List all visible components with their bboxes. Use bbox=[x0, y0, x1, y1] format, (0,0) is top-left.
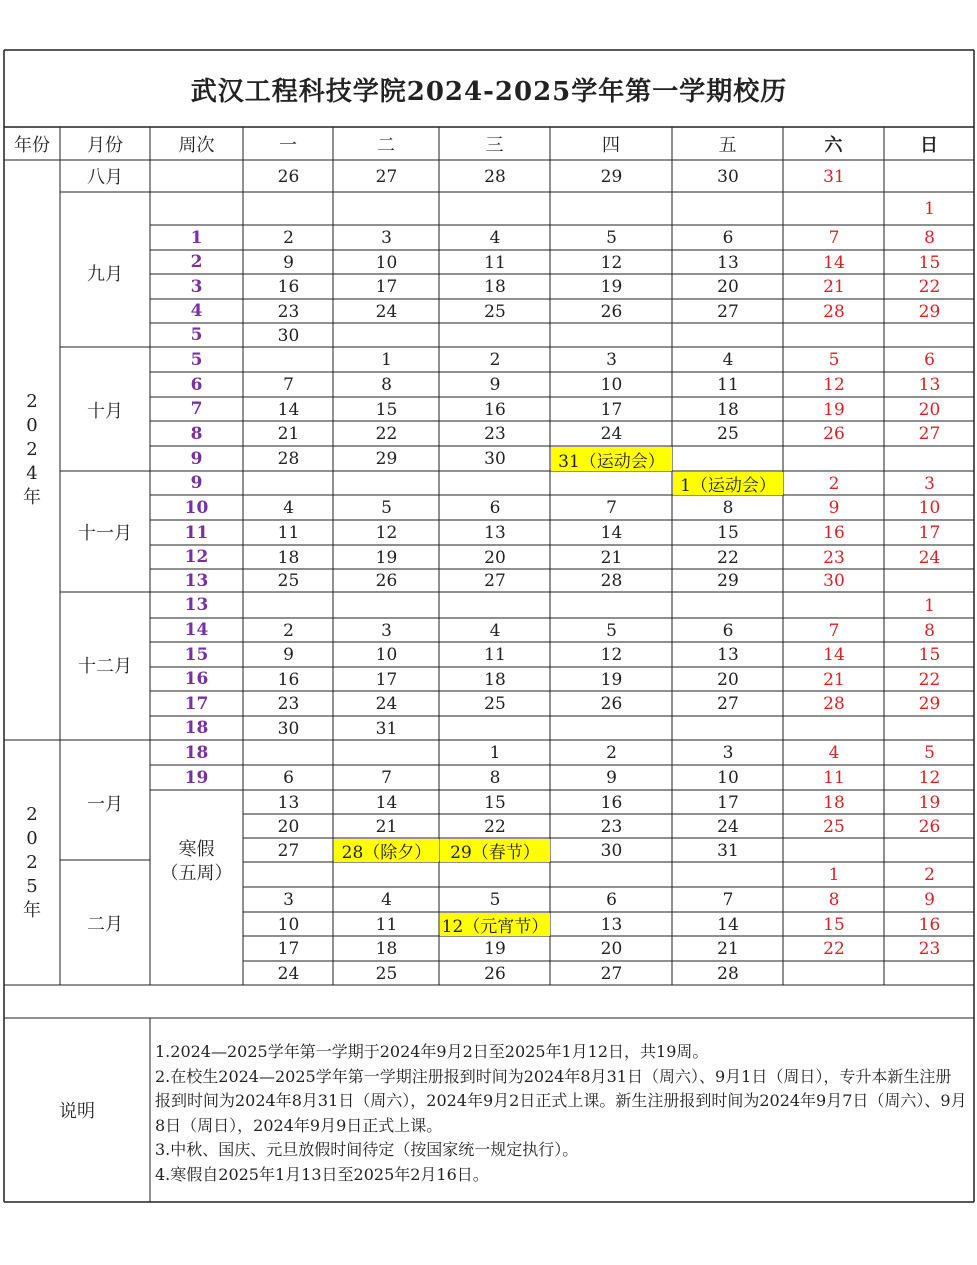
month-sep: 九月 bbox=[87, 264, 123, 285]
day-cell: 7 bbox=[606, 498, 617, 518]
day-cell: 20 bbox=[484, 547, 506, 568]
month-nov: 十一月 bbox=[78, 522, 132, 544]
day-cell: 19 bbox=[600, 277, 623, 297]
day-cell: 26 bbox=[484, 963, 506, 984]
day-cell: 5 bbox=[924, 743, 935, 763]
day-cell: 8 bbox=[381, 375, 392, 395]
day-cell: 9 bbox=[606, 768, 617, 788]
day-cell: 27 bbox=[717, 301, 739, 322]
day-cell: 28 bbox=[277, 449, 300, 469]
day-cell: 17 bbox=[375, 277, 398, 297]
day-cell: 6 bbox=[606, 890, 617, 910]
day-cell: 4 bbox=[381, 890, 392, 910]
day-cell: 23 bbox=[484, 424, 506, 444]
note-1: 1.2024—2025学年第一学期于2024年9月2日至2025年1月12日，共19周。 bbox=[155, 1042, 709, 1061]
header-1: 年份 bbox=[14, 134, 50, 156]
day-cell: 27 bbox=[717, 694, 739, 714]
week-number: 14 bbox=[184, 620, 209, 640]
day-cell: 14 bbox=[717, 914, 739, 935]
day-cell: 1 bbox=[489, 743, 501, 763]
day-cell: 17 bbox=[600, 399, 623, 420]
day-cell: 29 bbox=[717, 571, 739, 591]
day-cell: 22 bbox=[375, 424, 398, 444]
week-number: 10 bbox=[184, 497, 209, 518]
year-char: 2 bbox=[26, 851, 38, 873]
day-cell: 16 bbox=[600, 792, 623, 813]
day-cell: 24 bbox=[918, 547, 941, 568]
day-cell: 7 bbox=[722, 890, 734, 910]
day-cell: 25 bbox=[484, 694, 506, 714]
day-cell: 10 bbox=[918, 498, 941, 518]
note-4: 4.寒假自2025年1月13日至2025年2月16日。 bbox=[155, 1164, 489, 1184]
day-cell: 1 bbox=[381, 350, 392, 370]
week-number: 4 bbox=[190, 301, 203, 321]
day-cell: 25 bbox=[375, 963, 398, 984]
month-oct: 十月 bbox=[87, 401, 123, 422]
day-cell: 29 bbox=[918, 301, 941, 322]
day-cell: 15 bbox=[918, 645, 941, 665]
year-char: 4 bbox=[26, 463, 38, 484]
year-char: 0 bbox=[26, 415, 38, 436]
day-cell: 15 bbox=[823, 914, 845, 935]
day-cell: 18 bbox=[823, 792, 845, 813]
header-9: 六 bbox=[824, 134, 843, 156]
day-cell: 31 bbox=[717, 840, 739, 861]
week-number: 8 bbox=[190, 423, 203, 444]
winter-break-label bbox=[150, 790, 243, 985]
day-cell: 11 bbox=[484, 645, 506, 665]
day-cell: 9 bbox=[283, 252, 294, 273]
week-number: 15 bbox=[184, 644, 209, 665]
week-number: 16 bbox=[184, 669, 209, 689]
day-cell: 24 bbox=[600, 424, 623, 444]
week-number: 3 bbox=[190, 276, 203, 297]
week-number: 18 bbox=[184, 718, 209, 738]
day-cell: 29 bbox=[375, 449, 398, 469]
day-cell: 31（运动会） bbox=[551, 447, 672, 471]
day-cell: 18 bbox=[484, 277, 506, 297]
day-cell: 31 bbox=[823, 166, 845, 187]
day-cell: 30 bbox=[600, 840, 623, 861]
notes-label: 说明 bbox=[59, 1101, 95, 1122]
day-cell: 15 bbox=[717, 523, 739, 543]
day-cell: 19 bbox=[600, 669, 623, 690]
day-cell: 26 bbox=[918, 816, 941, 837]
day-cell: 8 bbox=[828, 890, 840, 910]
day-cell: 7 bbox=[828, 228, 840, 248]
day-cell: 24 bbox=[717, 816, 739, 837]
day-cell: 20 bbox=[717, 669, 739, 690]
week-number: 17 bbox=[184, 693, 209, 714]
day-cell: 4 bbox=[489, 620, 501, 641]
header-5: 二 bbox=[377, 134, 395, 156]
day-cell: 27 bbox=[375, 166, 398, 187]
day-cell: 21 bbox=[717, 939, 739, 959]
day-cell: 18 bbox=[717, 399, 739, 420]
year-char: 2 bbox=[26, 391, 38, 412]
day-cell: 30 bbox=[277, 718, 300, 739]
day-cell: 19 bbox=[375, 547, 398, 568]
year-char: 年 bbox=[23, 487, 41, 508]
day-cell: 5 bbox=[606, 228, 617, 248]
day-cell: 9 bbox=[283, 645, 294, 665]
day-cell: 3 bbox=[924, 473, 935, 494]
day-cell: 16 bbox=[277, 277, 300, 297]
day-cell: 3 bbox=[722, 743, 734, 763]
day-cell: 27 bbox=[918, 424, 941, 444]
day-cell: 14 bbox=[823, 252, 845, 273]
day-cell: 23 bbox=[277, 301, 300, 322]
day-cell: 6 bbox=[283, 768, 294, 788]
day-cell: 2 bbox=[489, 350, 501, 370]
day-cell: 28 bbox=[717, 963, 739, 984]
day-cell: 25 bbox=[277, 571, 300, 591]
day-cell: 22 bbox=[484, 816, 506, 837]
day-cell: 8 bbox=[924, 620, 935, 641]
day-cell: 28 bbox=[823, 301, 845, 322]
day-cell: 7 bbox=[283, 375, 294, 395]
day-cell: 6 bbox=[722, 228, 734, 248]
day-cell: 28 bbox=[484, 166, 506, 187]
day-cell: 7 bbox=[828, 620, 840, 641]
day-cell: 18 bbox=[277, 547, 300, 568]
day-cell: 3 bbox=[606, 350, 617, 370]
day-cell: 1 bbox=[924, 199, 935, 219]
day-cell: 24 bbox=[375, 301, 398, 322]
day-cell: 5 bbox=[381, 498, 392, 518]
day-cell: 24 bbox=[375, 694, 398, 714]
day-cell: 15 bbox=[918, 252, 941, 273]
day-cell: 20 bbox=[600, 939, 623, 959]
day-cell: 8 bbox=[924, 228, 935, 248]
month-dec: 十二月 bbox=[78, 656, 132, 677]
week-number: 5 bbox=[190, 325, 203, 345]
day-cell: 16 bbox=[823, 523, 845, 543]
day-cell: 30 bbox=[277, 325, 300, 346]
day-cell: 16 bbox=[277, 669, 300, 690]
day-cell: 19 bbox=[918, 792, 941, 813]
day-cell: 26 bbox=[600, 301, 623, 322]
header-4: 一 bbox=[279, 134, 297, 156]
winter-break-duration: （五周） bbox=[160, 863, 233, 884]
day-cell: 17 bbox=[375, 669, 398, 690]
year-char: 0 bbox=[26, 827, 38, 849]
week-number: 13 bbox=[184, 595, 209, 615]
day-cell: 8 bbox=[722, 498, 734, 518]
day-cell: 12 bbox=[375, 523, 398, 543]
day-cell: 13 bbox=[717, 645, 739, 665]
week-number: 1 bbox=[190, 227, 203, 248]
day-cell: 2 bbox=[283, 228, 294, 248]
day-cell: 5 bbox=[606, 620, 617, 641]
week-number: 11 bbox=[184, 522, 209, 543]
day-cell: 29 bbox=[918, 694, 941, 714]
note-2: 2.在校生2024—2025学年第一学期注册报到时间为2024年8月31日（周六）、9月1日（周日），专升本新生注册报到时间为2024年8月31日（周六），2024年9月2日正式上课。新生注册报到时间为2024年9月7日（周六）、9月8日（周日），2024年9月9日正式上课。 bbox=[155, 1066, 967, 1135]
day-cell: 6 bbox=[924, 350, 935, 370]
day-cell: 11 bbox=[717, 375, 739, 395]
day-cell: 30 bbox=[823, 571, 845, 591]
day-cell: 26 bbox=[277, 166, 300, 187]
day-cell: 26 bbox=[375, 571, 398, 591]
day-cell: 13 bbox=[717, 252, 739, 273]
month-feb: 二月 bbox=[87, 913, 123, 935]
day-cell: 9 bbox=[489, 375, 501, 395]
day-cell: 24 bbox=[277, 963, 300, 984]
day-cell: 20 bbox=[918, 399, 941, 420]
day-cell: 22 bbox=[918, 669, 941, 690]
year-char: 2 bbox=[26, 803, 38, 825]
day-cell: 17 bbox=[717, 792, 739, 813]
day-cell: 21 bbox=[600, 547, 623, 568]
day-cell: 23 bbox=[600, 816, 623, 837]
day-cell: 3 bbox=[381, 228, 392, 248]
day-cell: 3 bbox=[283, 890, 294, 910]
day-cell: 4 bbox=[489, 228, 501, 248]
year-char: 年 bbox=[23, 899, 41, 921]
year-2025 bbox=[4, 740, 60, 985]
week-number: 9 bbox=[190, 448, 203, 469]
day-cell: 12 bbox=[600, 645, 623, 665]
day-cell: 12 bbox=[823, 375, 845, 395]
day-cell: 9 bbox=[828, 498, 840, 518]
day-cell: 28 bbox=[823, 694, 845, 714]
day-cell: 11 bbox=[375, 914, 398, 935]
day-cell: 28（除夕） bbox=[334, 839, 439, 862]
day-cell: 8 bbox=[489, 768, 501, 788]
day-cell: 29 bbox=[600, 166, 623, 187]
year-char: 5 bbox=[26, 875, 38, 897]
day-cell: 5 bbox=[489, 890, 501, 910]
day-cell: 21 bbox=[277, 424, 300, 444]
week-number: 5 bbox=[190, 349, 203, 370]
header-10: 日 bbox=[920, 134, 938, 156]
day-cell: 5 bbox=[828, 350, 840, 370]
day-cell: 1 bbox=[828, 865, 840, 885]
day-cell: 13 bbox=[277, 792, 300, 813]
week-number: 2 bbox=[190, 252, 203, 272]
day-cell: 25 bbox=[717, 424, 739, 444]
day-cell: 16 bbox=[484, 399, 506, 420]
day-cell: 10 bbox=[600, 375, 623, 395]
day-cell: 11 bbox=[277, 523, 300, 543]
day-cell: 11 bbox=[484, 252, 506, 273]
week-number: 13 bbox=[184, 570, 209, 591]
day-cell: 10 bbox=[375, 252, 398, 273]
day-cell: 23 bbox=[823, 547, 845, 568]
day-cell: 10 bbox=[717, 768, 739, 788]
day-cell: 11 bbox=[823, 768, 845, 788]
header-3: 周次 bbox=[178, 134, 215, 156]
day-cell: 20 bbox=[717, 277, 739, 297]
day-cell: 27 bbox=[600, 963, 623, 984]
day-cell: 17 bbox=[918, 523, 941, 543]
day-cell: 21 bbox=[823, 669, 845, 690]
day-cell: 21 bbox=[375, 816, 398, 837]
week-number: 9 bbox=[190, 473, 203, 493]
header-6: 三 bbox=[485, 134, 504, 156]
day-cell: 6 bbox=[722, 620, 734, 641]
day-cell: 13 bbox=[918, 375, 941, 395]
day-cell: 22 bbox=[717, 547, 739, 568]
day-cell: 21 bbox=[823, 277, 845, 297]
day-cell: 18 bbox=[375, 939, 398, 959]
day-cell: 2 bbox=[283, 620, 294, 641]
day-cell: 2 bbox=[606, 743, 617, 763]
month-aug: 八月 bbox=[87, 167, 123, 188]
day-cell: 7 bbox=[381, 768, 392, 788]
day-cell: 16 bbox=[918, 914, 941, 935]
year-2024 bbox=[4, 160, 60, 740]
year-char: 2 bbox=[26, 439, 38, 460]
week-number: 18 bbox=[184, 742, 209, 763]
day-cell: 12（元宵节） bbox=[440, 913, 550, 936]
day-cell: 13 bbox=[484, 523, 506, 543]
day-cell: 2 bbox=[828, 473, 840, 494]
day-cell: 18 bbox=[484, 669, 506, 690]
day-cell: 22 bbox=[918, 277, 941, 297]
day-cell: 1 bbox=[924, 595, 935, 616]
header-8: 五 bbox=[718, 134, 737, 156]
day-cell: 12 bbox=[600, 252, 623, 273]
page-title: 武汉工程科技学院2024-2025学年第一学期校历 bbox=[190, 77, 788, 107]
day-cell: 27 bbox=[277, 840, 300, 861]
day-cell: 27 bbox=[484, 571, 506, 591]
day-cell: 25 bbox=[823, 816, 845, 837]
note-3: 3.中秋、国庆、元旦放假时间待定（按国家统一规定执行）。 bbox=[155, 1140, 579, 1159]
month-jan: 一月 bbox=[87, 794, 123, 815]
day-cell: 3 bbox=[381, 620, 392, 641]
day-cell: 17 bbox=[277, 939, 300, 959]
day-cell: 30 bbox=[717, 166, 739, 187]
day-cell: 28 bbox=[600, 571, 623, 591]
day-cell: 2 bbox=[924, 865, 935, 885]
notes-content bbox=[155, 1040, 967, 1187]
day-cell: 14 bbox=[823, 645, 845, 665]
day-cell: 10 bbox=[375, 645, 398, 665]
day-cell: 30 bbox=[484, 449, 506, 469]
day-cell: 20 bbox=[277, 816, 300, 837]
day-cell: 29（春节） bbox=[440, 839, 550, 862]
day-cell: 4 bbox=[283, 498, 294, 518]
winter-break-title: 寒假 bbox=[178, 839, 215, 860]
day-cell: 26 bbox=[600, 694, 623, 714]
day-cell: 23 bbox=[277, 694, 300, 714]
day-cell: 1（运动会） bbox=[673, 472, 783, 495]
day-cell: 10 bbox=[277, 914, 300, 935]
header-2: 月份 bbox=[87, 134, 123, 156]
day-cell: 14 bbox=[277, 399, 300, 420]
day-cell: 15 bbox=[375, 399, 398, 420]
day-cell: 22 bbox=[823, 939, 845, 959]
day-cell: 12 bbox=[918, 768, 941, 788]
day-cell: 31 bbox=[375, 718, 398, 739]
day-cell: 19 bbox=[484, 939, 506, 959]
day-cell: 9 bbox=[924, 890, 935, 910]
day-cell: 19 bbox=[823, 399, 845, 420]
week-number: 7 bbox=[190, 399, 203, 419]
day-cell: 25 bbox=[484, 301, 506, 322]
day-cell: 26 bbox=[823, 424, 845, 444]
day-cell: 6 bbox=[489, 498, 501, 518]
day-cell: 13 bbox=[600, 914, 623, 935]
week-number: 6 bbox=[190, 374, 203, 395]
week-number: 19 bbox=[184, 767, 209, 788]
day-cell: 4 bbox=[722, 350, 734, 370]
day-cell: 14 bbox=[600, 523, 623, 543]
day-cell: 23 bbox=[918, 939, 941, 959]
day-cell: 14 bbox=[375, 792, 398, 813]
header-7: 四 bbox=[602, 134, 620, 156]
week-number: 12 bbox=[184, 547, 209, 567]
day-cell: 15 bbox=[484, 792, 506, 813]
day-cell: 4 bbox=[828, 743, 840, 763]
